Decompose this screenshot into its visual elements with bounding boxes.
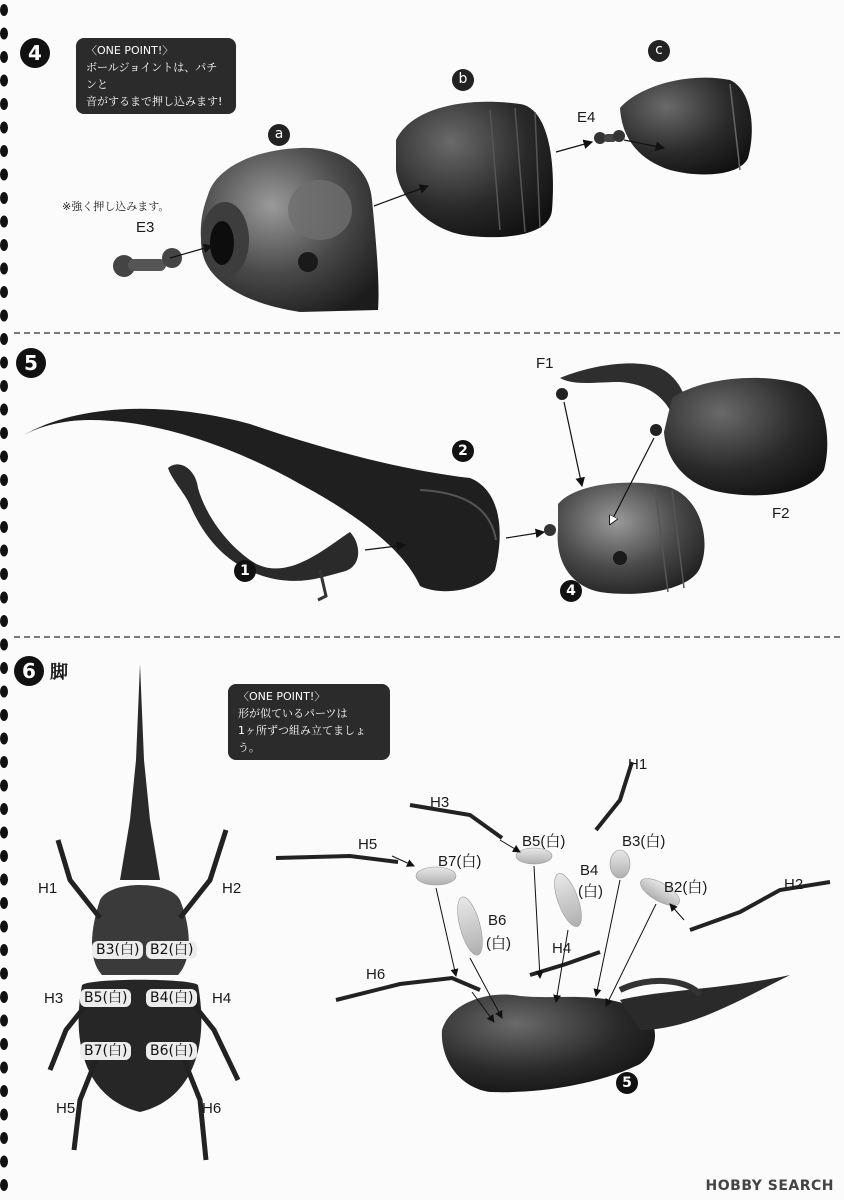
step4-one-point-line1: ボールジョイントは、パチンと xyxy=(86,61,218,91)
step5-label-f2: F2 xyxy=(772,505,790,522)
step4-part-b-letter: b xyxy=(452,69,474,91)
step4-one-point-title: 〈ONE POINT!〉 xyxy=(86,44,174,57)
exploded-label-h2: H2 xyxy=(784,876,804,893)
exploded-label-b4-line2: (白) xyxy=(578,883,603,900)
exploded-label-b5: B5(白) xyxy=(522,833,566,850)
step5-part-f2 xyxy=(650,378,827,495)
step4-part-b xyxy=(396,102,553,237)
diagram-label-b2: B2(白) xyxy=(146,941,197,959)
step4-note: ※強く押し込みます。 xyxy=(62,200,170,213)
diagram-label-h2: H2 xyxy=(222,880,242,897)
step5-part-2-horn xyxy=(22,409,500,591)
step5-ref-1: 1 xyxy=(234,560,256,582)
exploded-label-b6-line2: (白) xyxy=(486,935,511,952)
step-6-badge: 6 xyxy=(14,656,44,686)
diagram-label-b4: B4(白) xyxy=(146,989,197,1007)
step6-one-point-line2: 1ヶ所ずつ組み立てましょう。 xyxy=(238,724,366,754)
exploded-label-b3: B3(白) xyxy=(622,833,666,850)
step-5-badge: 5 xyxy=(16,348,46,378)
diagram-label-h3: H3 xyxy=(44,990,64,1007)
step4-part-c xyxy=(620,78,752,175)
step5-ref-4: 4 xyxy=(560,580,582,602)
step6-exploded-body xyxy=(442,975,790,1092)
diagram-label-h1: H1 xyxy=(38,880,58,897)
step4-label-e4: E4 xyxy=(577,109,596,126)
exploded-label-h3: H3 xyxy=(430,794,450,811)
exploded-label-h1: H1 xyxy=(628,756,648,773)
exploded-label-h5: H5 xyxy=(358,836,378,853)
step5-part-4 xyxy=(544,483,705,594)
step6-topview-beetle xyxy=(50,664,238,1160)
diagram-label-b5: B5(白) xyxy=(80,989,131,1007)
exploded-ref-5: 5 xyxy=(616,1072,638,1094)
diagram-label-b3: B3(白) xyxy=(92,941,143,959)
diagram-label-h6: H6 xyxy=(202,1100,222,1117)
exploded-label-b2: B2(白) xyxy=(664,879,708,896)
step6-title: 脚 xyxy=(50,662,68,683)
step4-part-a-letter: a xyxy=(268,124,290,146)
step6-one-point-title: 〈ONE POINT!〉 xyxy=(238,690,326,703)
step4-part-e4 xyxy=(594,130,625,144)
diagram-label-h4: H4 xyxy=(212,990,232,1007)
exploded-label-b7: B7(白) xyxy=(438,853,482,870)
diagram-label-b7: B7(白) xyxy=(80,1042,131,1060)
watermark: HOBBY SEARCH xyxy=(705,1178,834,1194)
diagram-label-h5: H5 xyxy=(56,1100,76,1117)
step4-part-a xyxy=(201,148,379,312)
step5-ref-2: 2 xyxy=(452,440,474,462)
step4-part-e3 xyxy=(113,248,182,277)
exploded-label-h4: H4 xyxy=(552,940,572,957)
exploded-label-b6-line1: B6 xyxy=(488,912,507,929)
exploded-label-h6: H6 xyxy=(366,966,386,983)
step5-label-f1: F1 xyxy=(536,355,554,372)
step-4-badge: 4 xyxy=(20,38,50,68)
step4-label-e3: E3 xyxy=(136,219,155,236)
step6-one-point-line1: 形が似ているパーツは xyxy=(238,707,348,720)
exploded-label-b4-line1: B4 xyxy=(580,862,599,879)
step6-one-point-box xyxy=(228,684,390,760)
diagram-label-b6: B6(白) xyxy=(146,1042,197,1060)
step4-one-point-line2: 音がするまで押し込みます! xyxy=(86,95,223,108)
step4-part-c-letter: c xyxy=(648,40,670,62)
step6-exploded-legs xyxy=(276,762,830,1000)
step4-one-point-box xyxy=(76,38,236,114)
